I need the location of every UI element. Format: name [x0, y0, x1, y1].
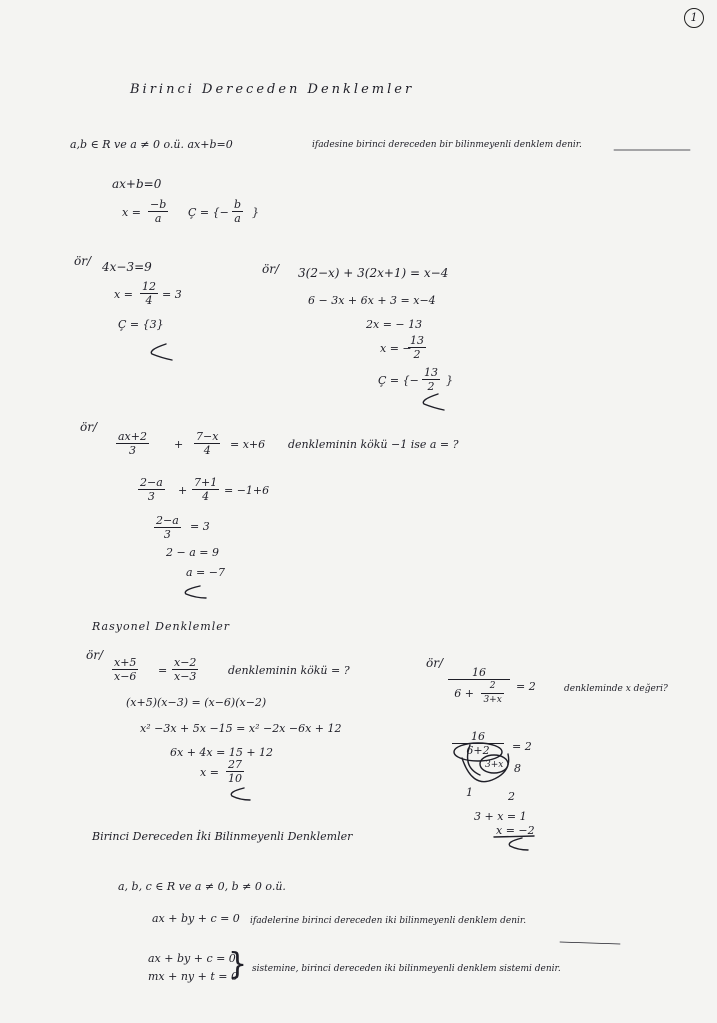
- solution-numerator: −b: [150, 198, 167, 211]
- example2-set-prefix: Ç = {−: [378, 374, 419, 387]
- example5-denominator: [448, 680, 510, 707]
- rational-step4-numerator: 27: [228, 758, 242, 771]
- solution-set-numerator: b: [234, 198, 242, 211]
- example3-fraction2: [194, 430, 220, 457]
- rational-fraction1: [112, 656, 138, 683]
- example2-step3-prefix: x = −: [380, 342, 412, 355]
- example5-work-numerator: 16: [452, 730, 504, 744]
- system-equation1: ax + by + c = 0: [148, 952, 236, 965]
- example3-fraction1: [116, 430, 149, 457]
- system-text: sistemine, birinci dereceden iki bilinmeyenli denklem sistemi denir.: [252, 964, 561, 974]
- rational-fraction2: [172, 656, 198, 683]
- page-number: 1: [684, 8, 704, 28]
- rational-step4-denominator: 10: [228, 772, 242, 785]
- example1-step1-numerator: 12: [142, 280, 156, 293]
- example2-step3-fraction: [408, 334, 426, 361]
- example3-step1-fraction2-denominator: 4: [202, 490, 210, 503]
- solution-fraction: [148, 198, 168, 225]
- example3-step2-fraction: [154, 514, 181, 541]
- example2-equation: 3(2−x) + 3(2x+1) = x−4: [298, 266, 449, 280]
- example3-step2-rhs: = 3: [190, 520, 210, 533]
- example5-work-rhs: = 2: [512, 740, 532, 753]
- example5-work-inner: 3+x: [485, 760, 504, 770]
- rational-step4-fraction: [226, 758, 244, 785]
- example1-step1-suffix: = 3: [162, 288, 182, 301]
- example5-work-fraction: [452, 730, 504, 757]
- rational-step4-prefix: x =: [200, 766, 219, 779]
- rational-fraction2-denominator: x−3: [174, 670, 197, 683]
- example2-set-fraction: [422, 366, 440, 393]
- example3-step1-fraction1-numerator: 2−a: [140, 476, 163, 489]
- example1-step1-denominator: 4: [145, 294, 153, 307]
- example2-set-numerator: 13: [424, 366, 438, 379]
- example3-step3: 2 − a = 9: [166, 546, 219, 559]
- two-variable-equation: ax + by + c = 0: [152, 912, 240, 925]
- example1-step1-prefix: x =: [114, 288, 133, 301]
- example3-step1-fraction2: [192, 476, 219, 503]
- example2-set-denominator: 2: [427, 380, 435, 393]
- definition-condition: a,b ∈ R ve a ≠ 0 o.ü. ax+b=0: [70, 138, 233, 151]
- definition-equation: ax+b=0: [112, 177, 162, 191]
- rational-fraction1-numerator: x+5: [114, 656, 137, 669]
- example2-label: ör/: [262, 262, 280, 276]
- example3-fraction2-denominator: 4: [203, 444, 211, 457]
- example3-step4: a = −7: [186, 566, 225, 579]
- example1-solution-set: Ç = {3}: [118, 318, 164, 331]
- solution-set-fraction: [232, 198, 243, 225]
- example3-question: denkleminin kökü −1 ise a = ?: [288, 438, 459, 451]
- solution-set-denominator: a: [234, 212, 241, 225]
- example5-work-denominator: 6+2: [466, 744, 490, 757]
- check-mark-icon: [509, 838, 528, 850]
- example5-inner-whole: 6 +: [454, 686, 474, 700]
- example3-step1-fraction2-numerator: 7+1: [194, 476, 218, 489]
- example5-work-two: 2: [508, 790, 515, 803]
- example2-step3-denominator: 2: [413, 348, 421, 361]
- example3-step2-numerator: 2−a: [156, 514, 179, 527]
- example5-label: ör/: [426, 656, 444, 670]
- example5-inner-fraction: [479, 680, 505, 707]
- example3-plus: +: [174, 438, 184, 451]
- rational-step2: x² −3x + 5x −15 = x² −2x −6x + 12: [140, 722, 342, 735]
- example1-equation: 4x−3=9: [102, 260, 152, 274]
- example3-step1-plus: +: [178, 484, 188, 497]
- check-mark-icon: [231, 788, 250, 800]
- rational-question: denkleminin kökü = ?: [228, 664, 350, 677]
- two-variable-condition: a, b, c ∈ R ve a ≠ 0, b ≠ 0 o.ü.: [118, 880, 286, 893]
- system-brace: }: [228, 947, 248, 982]
- example5-complex-fraction: [448, 666, 510, 707]
- example5-result2: x = −2: [496, 824, 535, 837]
- page-title: Birinci Dereceden Denklemler: [130, 82, 415, 97]
- example2-step3-numerator: 13: [410, 334, 424, 347]
- check-mark-icon: [151, 344, 172, 360]
- check-mark-icon: [423, 394, 444, 410]
- example1-step1-fraction: [140, 280, 158, 307]
- example3-step2-denominator: 3: [163, 528, 171, 541]
- example3-fraction1-denominator: 3: [128, 444, 136, 457]
- solution-set-suffix: }: [252, 206, 259, 219]
- solution-denominator: a: [154, 212, 162, 225]
- example5-work-eight: 8: [514, 762, 521, 775]
- example5-rhs: = 2: [516, 680, 536, 693]
- example3-step1-rhs: = −1+6: [224, 484, 270, 497]
- rational-example-label: ör/: [86, 648, 104, 662]
- example5-question: denkleminde x değeri?: [564, 684, 668, 694]
- rational-fraction2-numerator: x−2: [174, 656, 197, 669]
- rational-fraction1-denominator: x−6: [114, 670, 137, 683]
- rational-equals: =: [158, 664, 168, 677]
- example3-rhs: = x+6: [230, 438, 266, 451]
- system-equation2: mx + ny + t = 0: [148, 970, 238, 983]
- rational-heading: Rasyonel Denklemler: [92, 620, 231, 633]
- example5-result1: 3 + x = 1: [474, 810, 527, 823]
- solution-prefix: x =: [122, 206, 141, 219]
- example3-label: ör/: [80, 420, 98, 434]
- two-variable-underline: [560, 942, 620, 944]
- example3-fraction1-numerator: ax+2: [118, 430, 147, 443]
- example3-step1-fraction1-denominator: 3: [147, 490, 155, 503]
- example5-inner-denominator: 3+x: [483, 695, 502, 705]
- check-mark-icon: [185, 586, 206, 598]
- rational-step1: (x+5)(x−3) = (x−6)(x−2): [126, 696, 267, 709]
- example5-work-one: 1: [466, 786, 473, 799]
- two-variable-equation-text: ifadelerine birinci dereceden iki bilinmeyenli denklem denir.: [250, 916, 527, 926]
- example5-inner-numerator: 2: [481, 680, 503, 694]
- example3-fraction2-numerator: 7−x: [196, 430, 219, 443]
- example5-numerator: 16: [448, 666, 510, 680]
- definition-text: ifadesine birinci dereceden bir bilinmeyenli denklem denir.: [312, 140, 582, 150]
- rational-step3: 6x + 4x = 15 + 12: [170, 746, 274, 759]
- example2-step1: 6 − 3x + 6x + 3 = x−4: [308, 294, 436, 307]
- two-variable-heading: Birinci Dereceden İki Bilinmeyenli Denklemler: [92, 830, 353, 843]
- example3-step1-fraction1: [138, 476, 165, 503]
- solution-set-prefix: Ç = {−: [188, 206, 229, 219]
- example1-label: ör/: [74, 254, 92, 268]
- example2-set-suffix: }: [446, 374, 453, 387]
- example2-step2: 2x = − 13: [366, 318, 423, 331]
